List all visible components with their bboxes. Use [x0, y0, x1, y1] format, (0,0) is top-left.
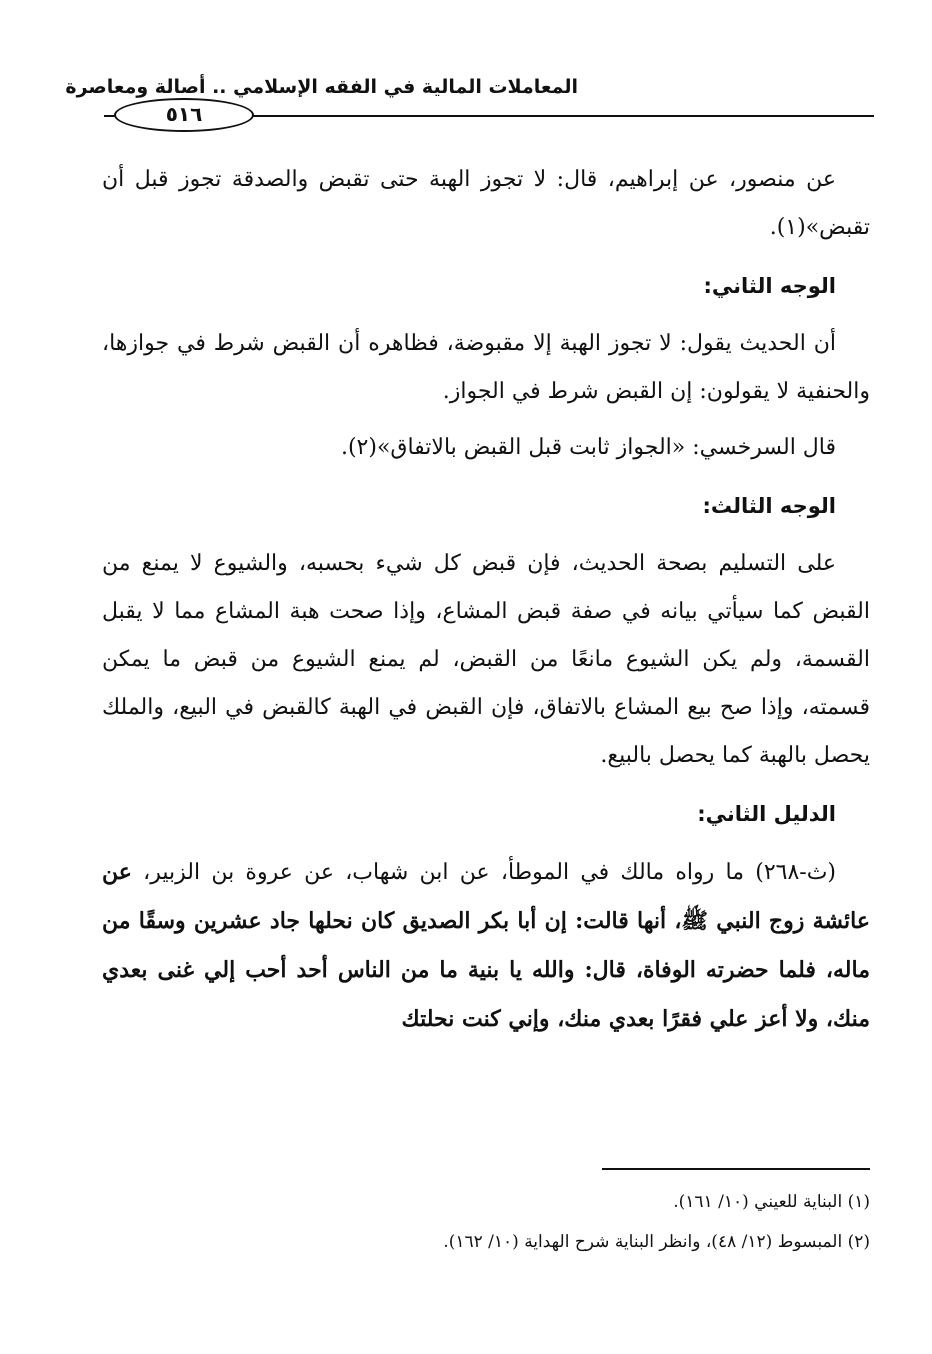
footnote-2: (٢) المبسوط (١٢/ ٤٨)، وانظر البناية شرح الهداية (١٠/ ١٦٢). [443, 1232, 870, 1252]
running-title: المعاملات المالية في الفقه الإسلامي .. أصالة ومعاصرة [65, 76, 578, 98]
page-number: ٥١٦ [114, 98, 254, 132]
evidence-hadith-text: عن عائشة زوج النبي ﷺ، أنها قالت: إن أبا بكر الصديق كان نحلها جاد عشرين وسقًا من ماله، فلما حضرته الوفاة، قال: والله يا بنية ما من الناس أحد أحب إلي غنى بعدي منك، ولا أعز علي فقرًا بعدي منك، وإني كنت نحلتك [102, 859, 870, 1032]
paragraph-second-evidence [102, 848, 870, 1044]
evidence-lead: (ث-٢٦٨) ما رواه مالك في الموطأ، عن ابن شهاب، عن عروة بن الزبير، [143, 860, 837, 885]
body-text [102, 156, 870, 1052]
heading-second-aspect: الوجه الثاني: [703, 274, 836, 298]
heading-second-evidence: الدليل الثاني: [697, 802, 836, 826]
paragraph-quote-continuation: عن منصور، عن إبراهيم، قال: لا تجوز الهبة حتى تقبض والصدقة تجوز قبل أن تقبض»(١). [102, 167, 870, 240]
footnote-rule [602, 1168, 870, 1170]
footnotes [102, 1184, 870, 1264]
heading-third-aspect: الوجه الثالث: [702, 494, 836, 518]
paragraph-second-aspect: أن الحديث يقول: لا تجوز الهبة إلا مقبوضة، فظاهره أن القبض شرط في جوازها، والحنفية لا يقولون: إن القبض شرط في الجواز. [102, 331, 870, 404]
paragraph-sarakhsi-quote: قال السرخسي: «الجواز ثابت قبل القبض بالاتفاق»(٢). [340, 435, 836, 460]
footnote-1: (١) البناية للعيني (١٠/ ١٦١). [673, 1192, 870, 1212]
paragraph-third-aspect: على التسليم بصحة الحديث، فإن قبض كل شيء بحسبه، والشيوع لا يمنع من القبض كما سيأتي بيانه في صفة قبض المشاع، وإذا صحت هبة المشاع مما لا يقبل القسمة، ولم يكن الشيوع مانعًا من القبض، لم يمنع الشيوع من قبض ما يمكن قسمته، وإذا صح بيع المشاع بالاتفاق، فإن القبض في الهبة كالقبض في البيع، والملك يحصل بالهبة كما يحصل بالبيع. [102, 551, 870, 768]
